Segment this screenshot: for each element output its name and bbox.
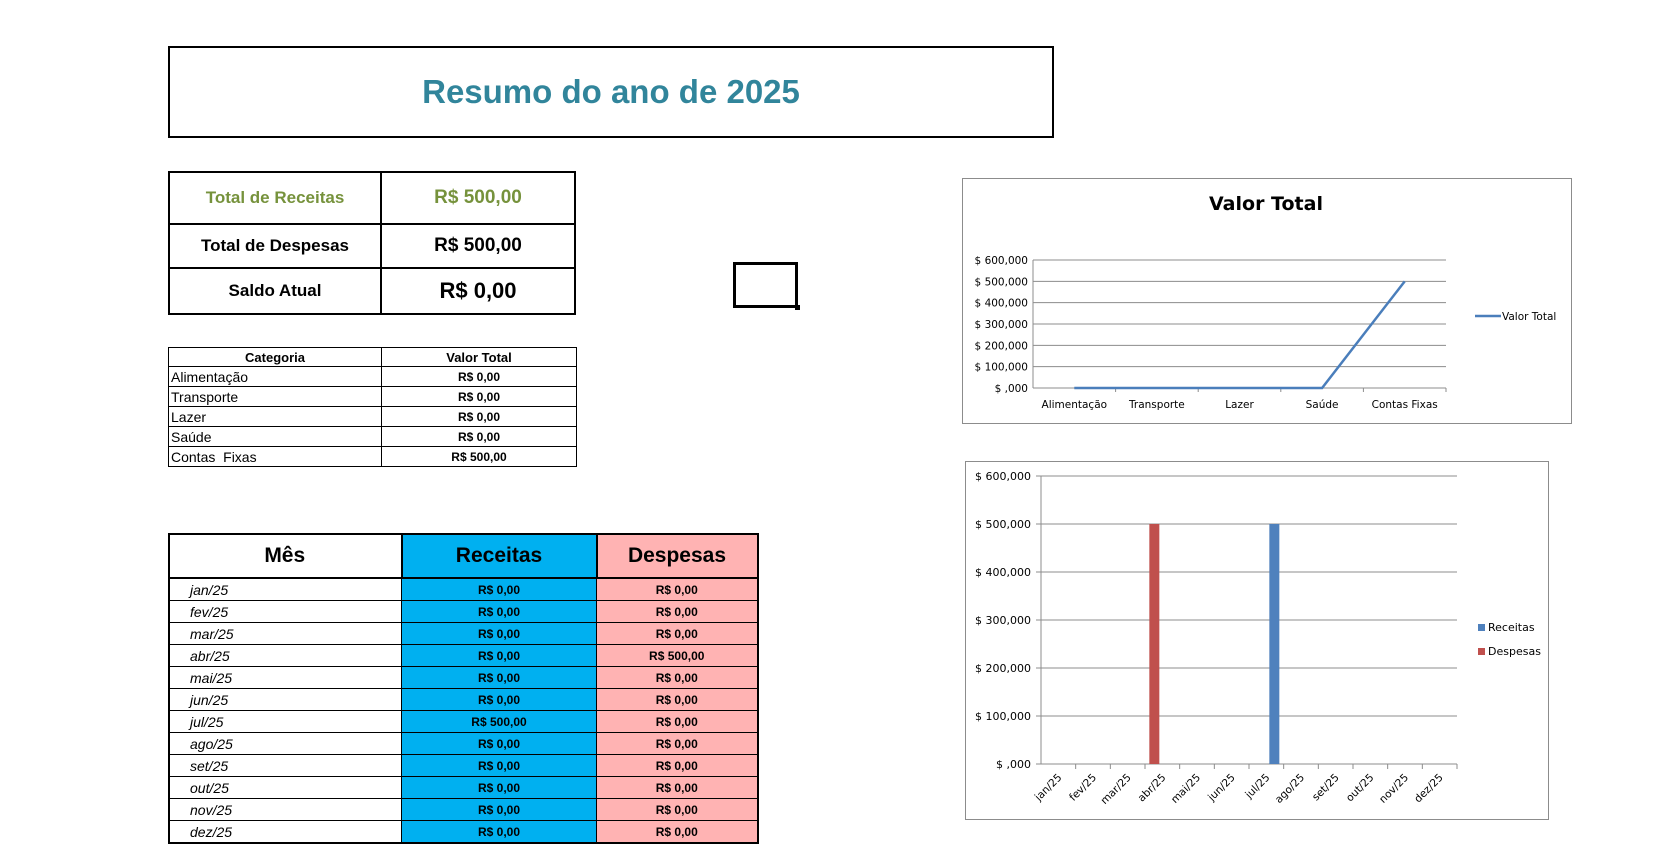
y-tick-label: $ ,000 [994, 383, 1028, 395]
receitas-cell[interactable]: R$ 0,00 [402, 821, 597, 844]
table-row [169, 578, 758, 601]
category-value[interactable]: R$ 500,00 [382, 447, 577, 467]
legend-marker-receitas [1478, 624, 1485, 631]
despesas-cell[interactable]: R$ 0,00 [597, 623, 758, 645]
receitas-header[interactable]: Receitas [402, 534, 597, 578]
x-tick-label: Alimentação [1041, 399, 1108, 411]
category-value[interactable]: R$ 0,00 [382, 427, 577, 447]
y-tick-label: $ 400,000 [974, 297, 1028, 310]
y-tick-label: $ 300,000 [975, 614, 1031, 627]
category-value[interactable]: R$ 0,00 [382, 387, 577, 407]
y-tick-label: $ 200,000 [975, 662, 1031, 675]
despesas-cell[interactable]: R$ 0,00 [597, 733, 758, 755]
despesas-cell[interactable]: R$ 0,00 [597, 711, 758, 733]
legend-label: Valor Total [1502, 311, 1557, 323]
despesas-cell[interactable]: R$ 0,00 [597, 689, 758, 711]
category-name[interactable]: Transporte [169, 387, 382, 407]
receitas-cell[interactable]: R$ 0,00 [402, 733, 597, 755]
table-row [169, 777, 758, 799]
y-tick-label: $ 100,000 [974, 361, 1028, 374]
y-tick-label: $ 600,000 [974, 255, 1028, 267]
x-tick-label: nov/25 [1377, 771, 1412, 806]
y-tick-label: $ 500,000 [975, 518, 1031, 531]
series-line-valor-total [1074, 281, 1404, 388]
total-receitas-value[interactable]: R$ 500,00 [381, 172, 575, 224]
category-table [168, 347, 577, 467]
table-row [169, 755, 758, 777]
category-header[interactable]: Categoria [169, 348, 382, 367]
receitas-cell[interactable]: R$ 500,00 [402, 711, 597, 733]
saldo-atual-value[interactable]: R$ 0,00 [381, 268, 575, 314]
monthly-bar-chart-svg [966, 462, 1548, 819]
receitas-cell[interactable]: R$ 0,00 [402, 578, 597, 601]
month-cell[interactable]: dez/25 [169, 821, 402, 844]
x-tick-label: Transporte [1129, 399, 1185, 411]
despesas-cell[interactable]: R$ 0,00 [597, 799, 758, 821]
table-row [169, 601, 758, 623]
receitas-cell[interactable]: R$ 0,00 [402, 777, 597, 799]
x-tick-label: out/25 [1343, 771, 1377, 805]
table-row [169, 387, 577, 407]
month-cell[interactable]: ago/25 [169, 733, 402, 755]
bar-receitas [1269, 524, 1279, 764]
month-cell[interactable]: jun/25 [169, 689, 402, 711]
table-row [169, 623, 758, 645]
despesas-cell[interactable]: R$ 0,00 [597, 578, 758, 601]
summary-table [168, 171, 576, 315]
total-despesas-label[interactable]: Total de Despesas [169, 224, 381, 268]
despesas-cell[interactable]: R$ 500,00 [597, 645, 758, 667]
table-row [169, 367, 577, 387]
table-row [169, 447, 577, 467]
month-cell[interactable]: jul/25 [169, 711, 402, 733]
x-tick-label: dez/25 [1412, 771, 1446, 806]
x-tick-label: abr/25 [1135, 771, 1169, 805]
y-tick-label: $ 600,000 [975, 470, 1031, 483]
x-tick-label: Lazer [1225, 399, 1254, 411]
receitas-cell[interactable]: R$ 0,00 [402, 601, 597, 623]
month-header[interactable]: Mês [169, 534, 402, 578]
total-despesas-value[interactable]: R$ 500,00 [381, 224, 575, 268]
category-value[interactable]: R$ 0,00 [382, 407, 577, 427]
table-row [169, 689, 758, 711]
despesas-cell[interactable]: R$ 0,00 [597, 601, 758, 623]
despesas-cell[interactable]: R$ 0,00 [597, 667, 758, 689]
table-row [169, 799, 758, 821]
x-tick-label: mai/25 [1168, 771, 1204, 806]
month-cell[interactable]: jan/25 [169, 578, 402, 601]
value-total-header[interactable]: Valor Total [382, 348, 577, 367]
table-row [169, 645, 758, 667]
chart-title: Valor Total [1209, 193, 1323, 215]
monthly-table [168, 533, 759, 844]
receitas-cell[interactable]: R$ 0,00 [402, 755, 597, 777]
month-cell[interactable]: abr/25 [169, 645, 402, 667]
receitas-cell[interactable]: R$ 0,00 [402, 623, 597, 645]
total-receitas-label[interactable]: Total de Receitas [169, 172, 381, 224]
table-row [169, 427, 577, 447]
despesas-cell[interactable]: R$ 0,00 [597, 777, 758, 799]
legend-label: Receitas [1488, 621, 1535, 634]
report-title: Resumo do ano de 2025 [422, 73, 800, 110]
selected-cell[interactable] [733, 262, 798, 308]
month-cell[interactable]: nov/25 [169, 799, 402, 821]
table-row [169, 711, 758, 733]
y-tick-label: $ 100,000 [975, 710, 1031, 723]
x-tick-label: jun/25 [1205, 771, 1238, 804]
legend-label: Despesas [1488, 645, 1541, 658]
y-tick-label: $ ,000 [996, 758, 1031, 771]
table-row [169, 407, 577, 427]
bar-despesas [1149, 524, 1159, 764]
monthly-bar-chart[interactable] [965, 461, 1549, 820]
receitas-cell[interactable]: R$ 0,00 [402, 799, 597, 821]
y-tick-label: $ 400,000 [975, 566, 1031, 579]
x-tick-label: Contas Fixas [1371, 399, 1438, 411]
saldo-atual-label[interactable]: Saldo Atual [169, 268, 381, 314]
valor-total-chart-svg [963, 179, 1571, 423]
category-name[interactable]: Contas Fixas [169, 447, 382, 467]
despesas-cell[interactable]: R$ 0,00 [597, 755, 758, 777]
x-tick-label: mar/25 [1098, 771, 1134, 807]
valor-total-chart[interactable] [962, 178, 1572, 424]
category-name[interactable]: Alimentação [169, 367, 382, 387]
y-tick-label: $ 200,000 [974, 340, 1028, 353]
y-tick-label: $ 500,000 [974, 276, 1028, 289]
receitas-cell[interactable]: R$ 0,00 [402, 645, 597, 667]
despesas-cell[interactable]: R$ 0,00 [597, 821, 758, 844]
receitas-cell[interactable]: R$ 0,00 [402, 689, 597, 711]
table-row [169, 667, 758, 689]
x-tick-label: jul/25 [1243, 771, 1273, 801]
receitas-cell[interactable]: R$ 0,00 [402, 667, 597, 689]
month-cell[interactable]: mar/25 [169, 623, 402, 645]
x-tick-label: Saúde [1305, 399, 1339, 411]
month-cell[interactable]: out/25 [169, 777, 402, 799]
x-tick-label: fev/25 [1067, 771, 1100, 804]
month-cell[interactable]: fev/25 [169, 601, 402, 623]
table-row [169, 821, 758, 844]
x-tick-label: set/25 [1310, 771, 1342, 804]
category-name[interactable]: Lazer [169, 407, 382, 427]
y-tick-label: $ 300,000 [974, 319, 1028, 331]
x-tick-label: jan/25 [1032, 771, 1065, 804]
x-tick-label: ago/25 [1272, 771, 1308, 806]
month-cell[interactable]: set/25 [169, 755, 402, 777]
category-name[interactable]: Saúde [169, 427, 382, 447]
month-cell[interactable]: mai/25 [169, 667, 402, 689]
category-value[interactable]: R$ 0,00 [382, 367, 577, 387]
legend-marker-despesas [1478, 648, 1485, 655]
table-row [169, 733, 758, 755]
despesas-header[interactable]: Despesas [597, 534, 758, 578]
report-title-box [168, 46, 1054, 138]
